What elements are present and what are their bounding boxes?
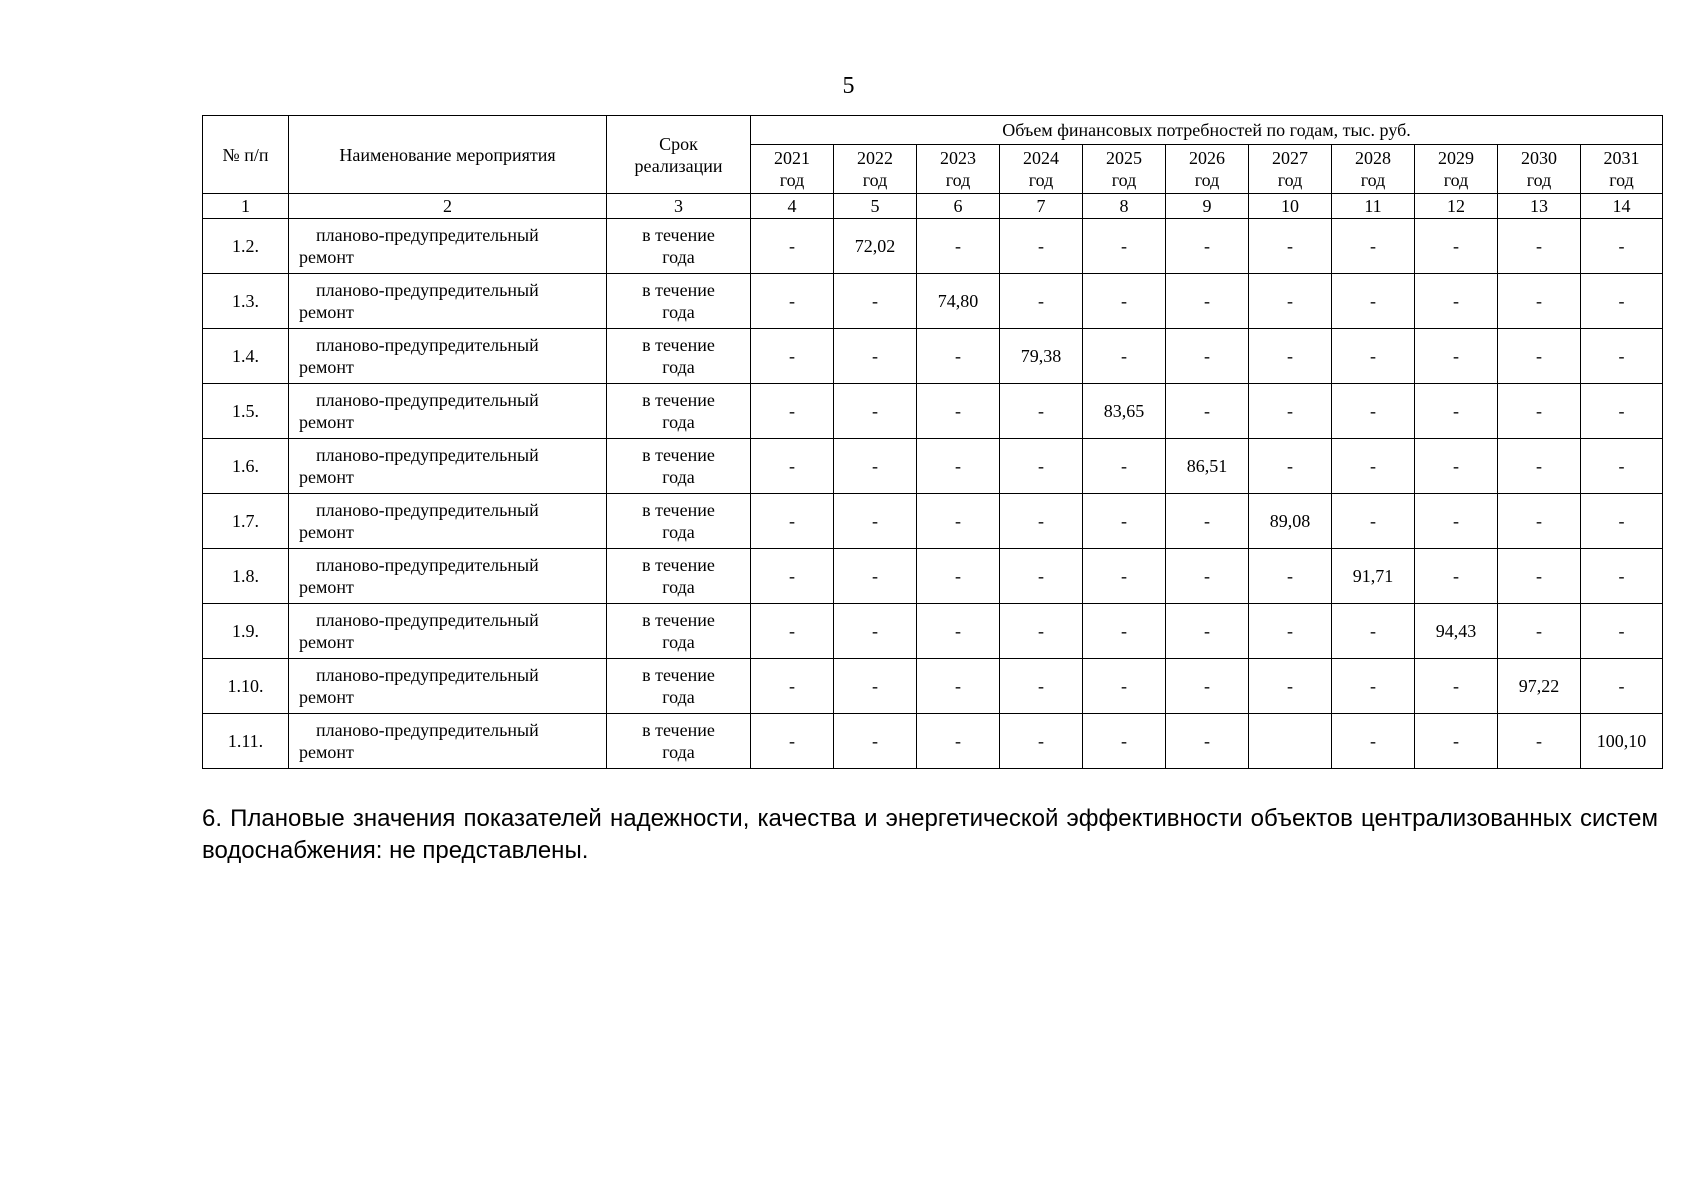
term-line2: года (662, 467, 695, 487)
year-value-cell: - (1000, 439, 1083, 494)
year-value-cell: - (1498, 549, 1581, 604)
year-value-cell: - (1498, 604, 1581, 659)
table-row (203, 494, 1663, 549)
year-value-cell: - (1249, 274, 1332, 329)
year-value-cell: - (917, 219, 1000, 274)
header-year-unit: год (862, 170, 888, 190)
year-value-cell: - (751, 714, 834, 769)
header-year-value: 2028 (1355, 148, 1391, 168)
year-value-cell: 86,51 (1166, 439, 1249, 494)
activity-name (289, 439, 607, 494)
year-value-cell: - (1000, 384, 1083, 439)
year-value-cell: - (1415, 714, 1498, 769)
header-year-value: 2029 (1438, 148, 1474, 168)
header-name: Наименование мероприятия (289, 116, 607, 194)
year-value-cell: 100,10 (1581, 714, 1663, 769)
header-year-unit: год (1194, 170, 1220, 190)
column-number: 14 (1581, 194, 1663, 219)
activity-name-line2: ремонт (299, 632, 354, 652)
table-row (203, 714, 1663, 769)
header-year (834, 145, 917, 194)
row-number: 1.5. (203, 384, 289, 439)
header-year (917, 145, 1000, 194)
implementation-term (607, 329, 751, 384)
year-value-cell: - (751, 274, 834, 329)
term-line1: в течение (642, 610, 715, 630)
header-year (1000, 145, 1083, 194)
year-value-cell: - (751, 219, 834, 274)
year-value-cell: - (1083, 714, 1166, 769)
year-value-cell: - (1000, 549, 1083, 604)
year-value-cell: 97,22 (1498, 659, 1581, 714)
column-number: 8 (1083, 194, 1166, 219)
year-value-cell: - (834, 494, 917, 549)
year-value-cell: - (1581, 219, 1663, 274)
implementation-term (607, 274, 751, 329)
activity-name-line2: ремонт (299, 302, 354, 322)
year-value-cell: - (1083, 549, 1166, 604)
header-year-unit: год (1028, 170, 1054, 190)
year-value-cell: - (751, 439, 834, 494)
year-value-cell: - (1332, 274, 1415, 329)
year-value-cell: - (1415, 659, 1498, 714)
year-value-cell: - (917, 604, 1000, 659)
implementation-term (607, 494, 751, 549)
row-number: 1.8. (203, 549, 289, 604)
header-term-line2: реализации (634, 155, 723, 176)
term-line2: года (662, 302, 695, 322)
year-value-cell: - (1581, 659, 1663, 714)
term-line1: в течение (642, 500, 715, 520)
column-number: 10 (1249, 194, 1332, 219)
year-value-cell: - (834, 329, 917, 384)
header-term-line1: Срок (659, 133, 698, 154)
column-number: 1 (203, 194, 289, 219)
year-value-cell: - (1498, 219, 1581, 274)
activity-name (289, 494, 607, 549)
activity-name-line1: планово-предупредительный (316, 665, 539, 685)
implementation-term (607, 439, 751, 494)
term-line1: в течение (642, 335, 715, 355)
year-value-cell: - (1498, 384, 1581, 439)
column-number: 6 (917, 194, 1000, 219)
header-year-value: 2030 (1521, 148, 1557, 168)
header-year-unit: год (945, 170, 971, 190)
row-number: 1.11. (203, 714, 289, 769)
term-line1: в течение (642, 390, 715, 410)
year-value-cell: - (1415, 439, 1498, 494)
year-value-cell: - (1249, 219, 1332, 274)
year-value-cell: - (1249, 659, 1332, 714)
activity-name (289, 714, 607, 769)
row-number: 1.10. (203, 659, 289, 714)
year-value-cell: - (1000, 714, 1083, 769)
activity-name (289, 659, 607, 714)
header-year-value: 2024 (1023, 148, 1059, 168)
header-year-value: 2027 (1272, 148, 1308, 168)
year-value-cell: - (834, 714, 917, 769)
column-number: 12 (1415, 194, 1498, 219)
year-value-cell: - (1166, 714, 1249, 769)
year-value-cell: - (1249, 549, 1332, 604)
page-number: 5 (842, 73, 855, 99)
activity-name (289, 549, 607, 604)
implementation-term (607, 714, 751, 769)
header-year-value: 2021 (774, 148, 810, 168)
year-value-cell: - (1581, 439, 1663, 494)
header-year-value: 2026 (1189, 148, 1225, 168)
column-number: 13 (1498, 194, 1581, 219)
header-year-unit: год (1111, 170, 1137, 190)
term-line2: года (662, 412, 695, 432)
year-value-cell: - (1083, 439, 1166, 494)
implementation-term (607, 604, 751, 659)
year-value-cell: - (1415, 219, 1498, 274)
year-value-cell: - (1166, 494, 1249, 549)
year-value-cell: - (917, 494, 1000, 549)
year-value-cell: - (834, 659, 917, 714)
year-value-cell: - (751, 549, 834, 604)
year-value-cell: - (1083, 219, 1166, 274)
activity-name-line2: ремонт (299, 742, 354, 762)
year-value-cell: - (1332, 439, 1415, 494)
row-number: 1.6. (203, 439, 289, 494)
header-year (1332, 145, 1415, 194)
row-number: 1.7. (203, 494, 289, 549)
year-value-cell: - (1415, 494, 1498, 549)
implementation-term (607, 219, 751, 274)
activity-name-line2: ремонт (299, 357, 354, 377)
term-line1: в течение (642, 555, 715, 575)
year-value-cell: - (834, 604, 917, 659)
header-year-unit: год (1360, 170, 1386, 190)
year-value-cell: 94,43 (1415, 604, 1498, 659)
year-value-cell: - (1166, 604, 1249, 659)
financial-needs-table (202, 115, 1663, 769)
year-value-cell: - (751, 659, 834, 714)
column-number: 2 (289, 194, 607, 219)
year-value-cell: - (917, 659, 1000, 714)
column-number: 3 (607, 194, 751, 219)
column-number: 4 (751, 194, 834, 219)
header-year-value: 2025 (1106, 148, 1142, 168)
term-line2: года (662, 687, 695, 707)
header-finance: Объем финансовых потребностей по годам, тыс. руб. (751, 116, 1663, 145)
year-value-cell: - (1083, 329, 1166, 384)
year-value-cell: - (1249, 384, 1332, 439)
activity-name (289, 219, 607, 274)
implementation-term (607, 549, 751, 604)
activity-name (289, 329, 607, 384)
section-6-paragraph: 6. Плановые значения показателей надежности, качества и энергетической эффективности объектов централизованных систем водоснабжения: не представлены. (202, 805, 1658, 864)
activity-name-line2: ремонт (299, 522, 354, 542)
header-year (1581, 145, 1663, 194)
row-number: 1.2. (203, 219, 289, 274)
year-value-cell: 74,80 (917, 274, 1000, 329)
activity-name-line1: планово-предупредительный (316, 555, 539, 575)
activity-name-line2: ремонт (299, 687, 354, 707)
year-value-cell: - (1083, 274, 1166, 329)
year-value-cell: - (1498, 329, 1581, 384)
header-year-value: 2022 (857, 148, 893, 168)
term-line1: в течение (642, 665, 715, 685)
year-value-cell: - (751, 494, 834, 549)
table-row (203, 219, 1663, 274)
year-value-cell: - (1166, 219, 1249, 274)
row-number: 1.9. (203, 604, 289, 659)
year-value-cell: - (1000, 219, 1083, 274)
year-value-cell: - (1083, 494, 1166, 549)
year-value-cell: 91,71 (1332, 549, 1415, 604)
year-value-cell: - (834, 274, 917, 329)
implementation-term (607, 659, 751, 714)
activity-name-line2: ремонт (299, 412, 354, 432)
activity-name-line1: планово-предупредительный (316, 720, 539, 740)
year-value-cell: - (1415, 274, 1498, 329)
table-row (203, 604, 1663, 659)
header-year (1415, 145, 1498, 194)
year-value-cell: - (1332, 714, 1415, 769)
year-value-cell: - (1332, 219, 1415, 274)
activity-name-line1: планово-предупредительный (316, 335, 539, 355)
table-row (203, 439, 1663, 494)
year-value-cell: - (1581, 549, 1663, 604)
activity-name-line1: планово-предупредительный (316, 225, 539, 245)
year-value-cell: - (1083, 604, 1166, 659)
term-line2: года (662, 577, 695, 597)
header-year (1083, 145, 1166, 194)
term-line2: года (662, 522, 695, 542)
table-row (203, 329, 1663, 384)
year-value-cell: - (1332, 329, 1415, 384)
year-value-cell: - (1166, 384, 1249, 439)
year-value-cell: - (917, 384, 1000, 439)
year-value-cell: - (1166, 659, 1249, 714)
year-value-cell: - (834, 549, 917, 604)
year-value-cell: - (1166, 329, 1249, 384)
year-value-cell: - (1083, 659, 1166, 714)
activity-name-line2: ремонт (299, 247, 354, 267)
activity-name-line1: планово-предупредительный (316, 280, 539, 300)
term-line1: в течение (642, 280, 715, 300)
term-line2: года (662, 742, 695, 762)
activity-name-line2: ремонт (299, 467, 354, 487)
activity-name-line1: планово-предупредительный (316, 610, 539, 630)
year-value-cell: - (1581, 384, 1663, 439)
term-line2: года (662, 247, 695, 267)
year-value-cell: - (1498, 274, 1581, 329)
activity-name-line1: планово-предупредительный (316, 445, 539, 465)
year-value-cell: - (917, 549, 1000, 604)
year-value-cell (1249, 714, 1332, 769)
header-year (1498, 145, 1581, 194)
term-line2: года (662, 632, 695, 652)
table-row (203, 274, 1663, 329)
header-number: № п/п (203, 116, 289, 194)
activity-name-line1: планово-предупредительный (316, 500, 539, 520)
activity-name (289, 384, 607, 439)
year-value-cell: - (1249, 439, 1332, 494)
year-value-cell: - (751, 329, 834, 384)
header-year (1249, 145, 1332, 194)
year-value-cell: - (1000, 274, 1083, 329)
year-value-cell: - (1332, 494, 1415, 549)
year-value-cell: - (1581, 494, 1663, 549)
year-value-cell: - (1415, 549, 1498, 604)
header-year-unit: год (1609, 170, 1634, 190)
activity-name-line2: ремонт (299, 577, 354, 597)
column-number: 7 (1000, 194, 1083, 219)
term-line1: в течение (642, 225, 715, 245)
header-year-unit: год (1443, 170, 1469, 190)
header-year-unit: год (1277, 170, 1303, 190)
table-row (203, 659, 1663, 714)
header-year-value: 2031 (1603, 148, 1640, 168)
year-value-cell: - (1581, 274, 1663, 329)
header-term (607, 116, 751, 194)
year-value-cell: 79,38 (1000, 329, 1083, 384)
column-number: 5 (834, 194, 917, 219)
year-value-cell: 72,02 (834, 219, 917, 274)
year-value-cell: 83,65 (1083, 384, 1166, 439)
year-value-cell: - (751, 604, 834, 659)
header-year (1166, 145, 1249, 194)
column-number: 11 (1332, 194, 1415, 219)
year-value-cell: - (1166, 274, 1249, 329)
year-value-cell: - (1332, 384, 1415, 439)
year-value-cell: - (1249, 604, 1332, 659)
year-value-cell: - (751, 384, 834, 439)
year-value-cell: - (1415, 329, 1498, 384)
year-value-cell: - (1332, 659, 1415, 714)
column-number: 9 (1166, 194, 1249, 219)
term-line2: года (662, 357, 695, 377)
year-value-cell: - (917, 329, 1000, 384)
table-row (203, 549, 1663, 604)
year-value-cell: - (917, 439, 1000, 494)
table-row (203, 384, 1663, 439)
year-value-cell: - (834, 439, 917, 494)
year-value-cell: - (1498, 714, 1581, 769)
header-year-value: 2023 (940, 148, 976, 168)
row-number: 1.4. (203, 329, 289, 384)
year-value-cell: 89,08 (1249, 494, 1332, 549)
header-year-unit: год (779, 170, 805, 190)
year-value-cell: - (1332, 604, 1415, 659)
year-value-cell: - (1415, 384, 1498, 439)
year-value-cell: - (1581, 329, 1663, 384)
year-value-cell: - (1000, 659, 1083, 714)
term-line1: в течение (642, 445, 715, 465)
activity-name (289, 274, 607, 329)
year-value-cell: - (834, 384, 917, 439)
activity-name (289, 604, 607, 659)
year-value-cell: - (1581, 604, 1663, 659)
year-value-cell: - (1000, 604, 1083, 659)
term-line1: в течение (642, 720, 715, 740)
year-value-cell: - (1166, 549, 1249, 604)
year-value-cell: - (917, 714, 1000, 769)
activity-name-line1: планово-предупредительный (316, 390, 539, 410)
year-value-cell: - (1249, 329, 1332, 384)
implementation-term (607, 384, 751, 439)
year-value-cell: - (1498, 494, 1581, 549)
header-year (751, 145, 834, 194)
header-year-unit: год (1526, 170, 1552, 190)
row-number: 1.3. (203, 274, 289, 329)
year-value-cell: - (1498, 439, 1581, 494)
year-value-cell: - (1000, 494, 1083, 549)
